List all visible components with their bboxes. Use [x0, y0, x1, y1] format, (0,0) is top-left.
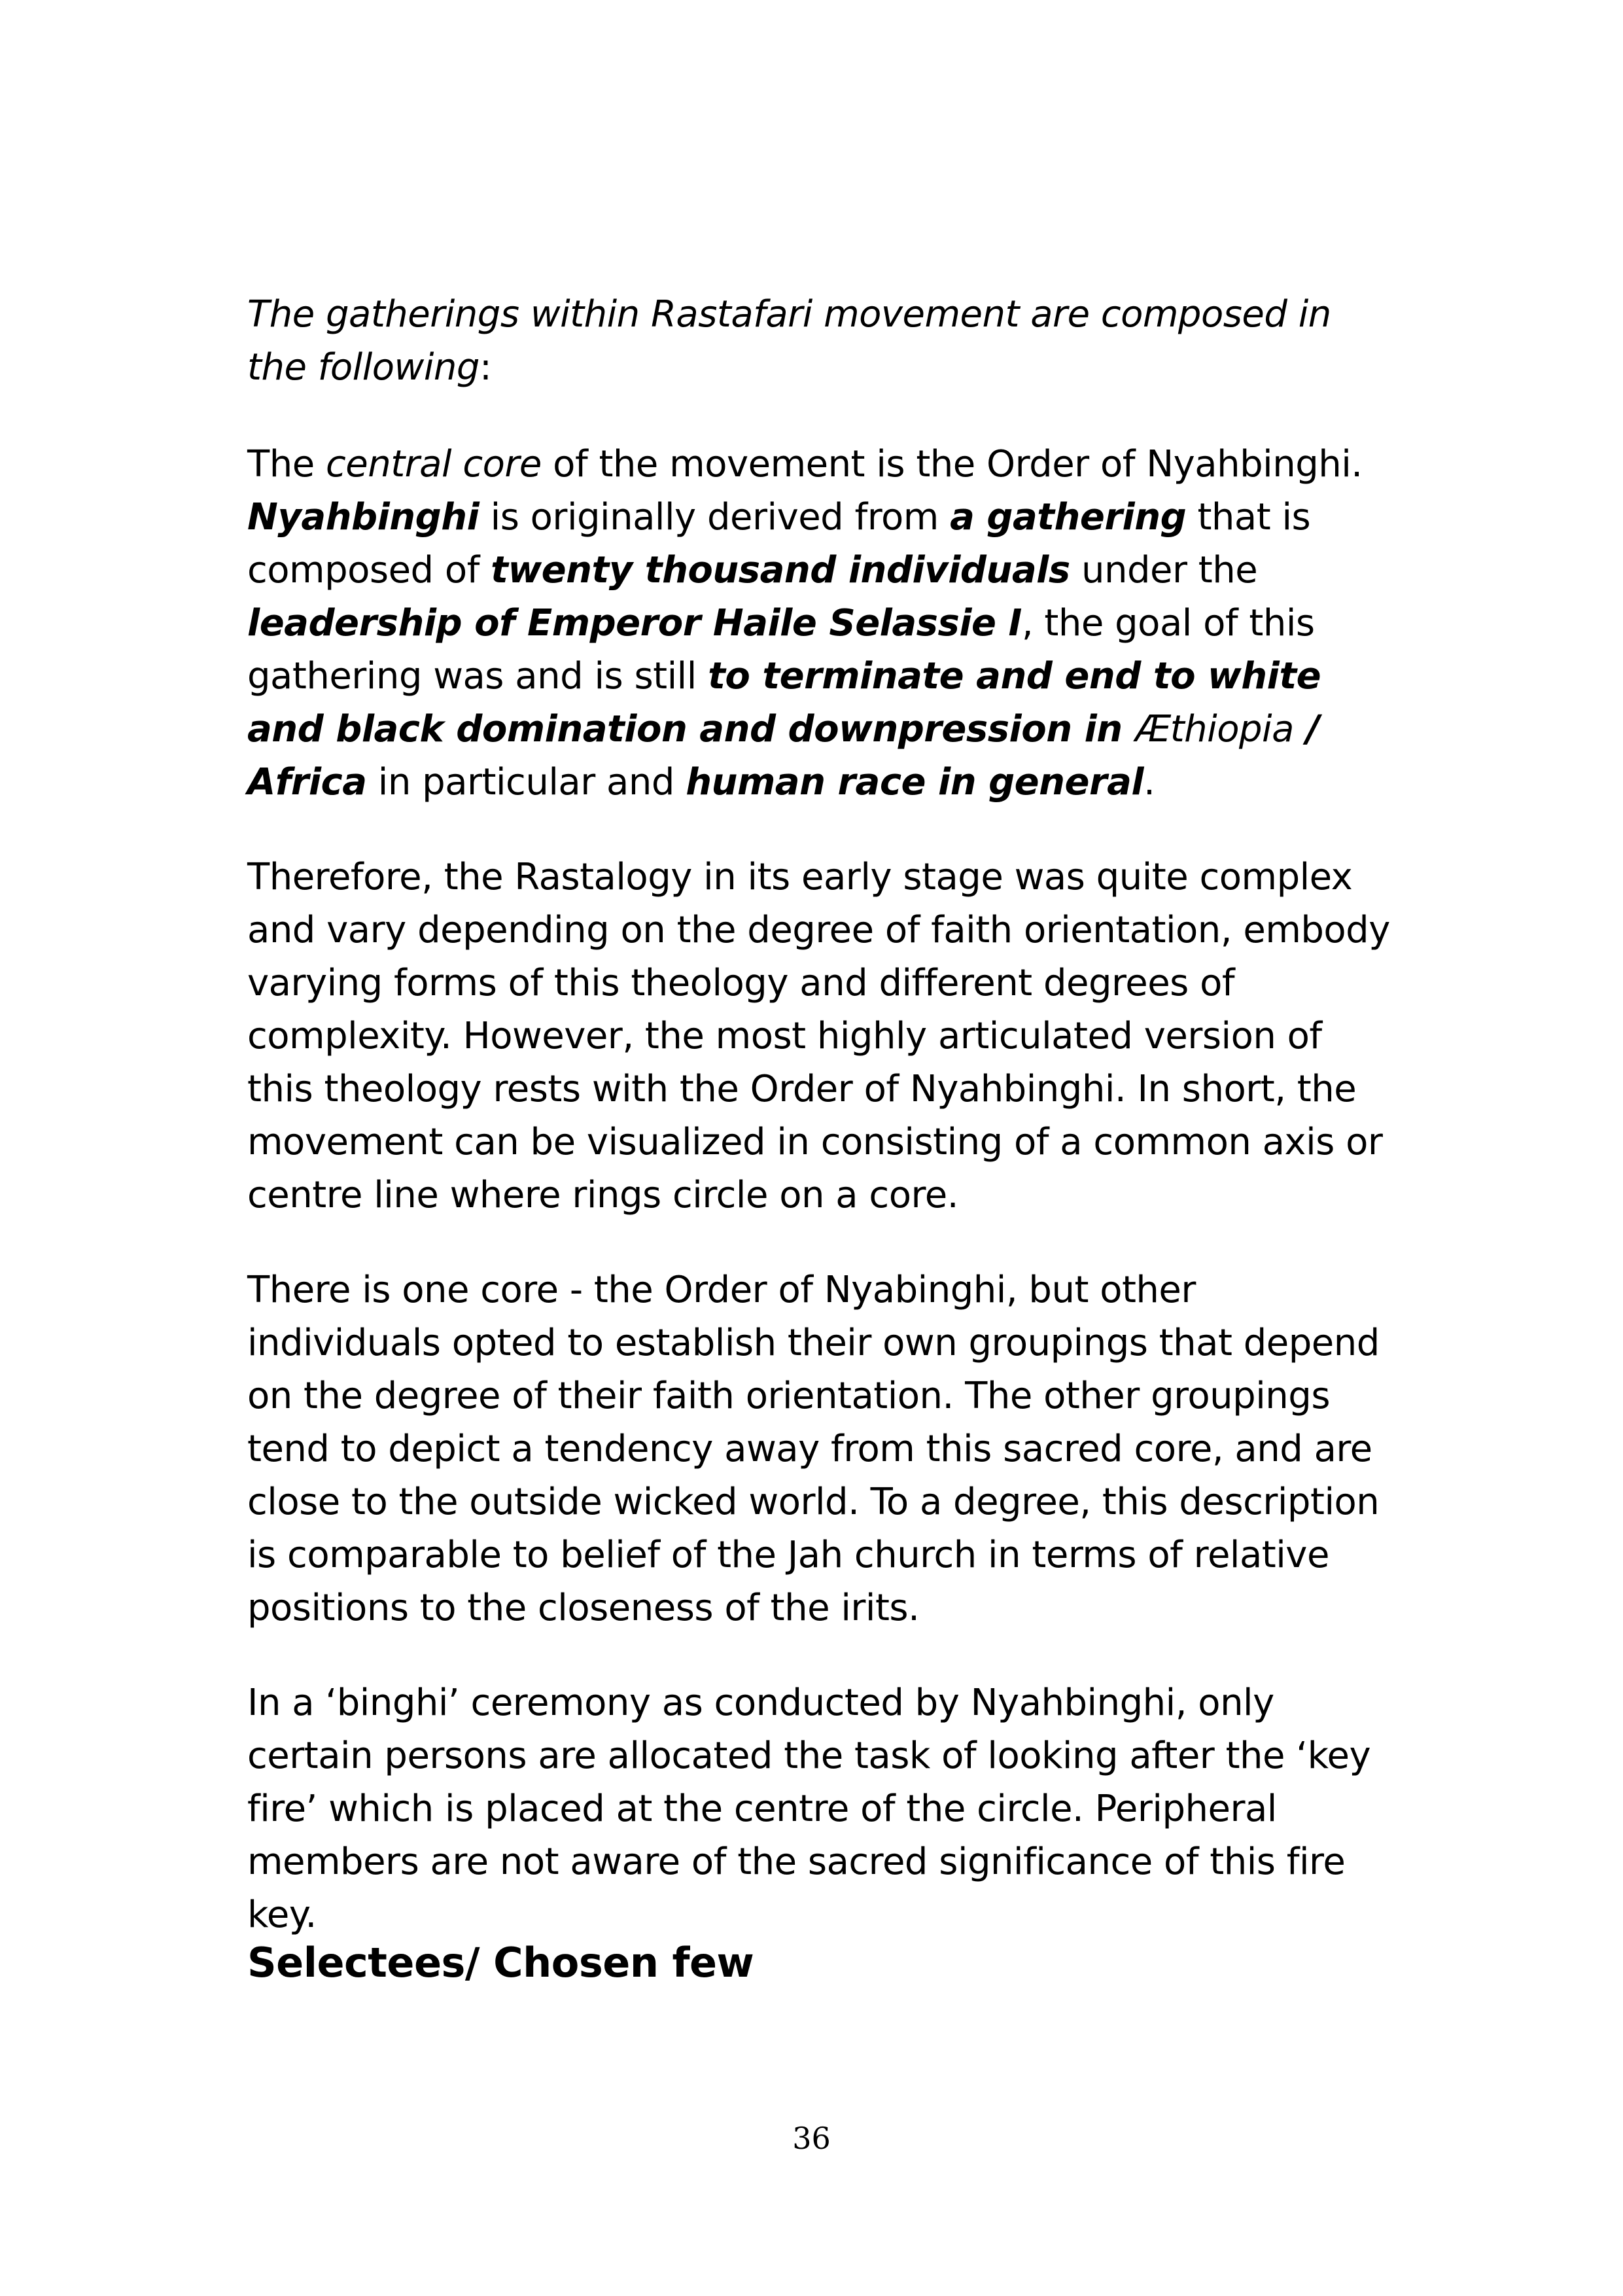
italic-span: central core [325, 443, 542, 486]
binghi-ceremony-text: In a ‘binghi’ ceremony as conducted by Nyahbinghi, only certain persons are allocated the task of looking after the ‘key fire’ which is placed at the centre of the circle. Peripheral members are not aware of the sacred significance of this fire key. [247, 1682, 1371, 1936]
text-span: . [1143, 761, 1155, 804]
rastalogy-paragraph [247, 851, 1399, 1222]
text-span: that is composed of [247, 496, 1311, 592]
text-span: of the movement is the Order of Nyahbinghi. [541, 443, 1363, 486]
intro-colon: : [479, 346, 492, 389]
one-core-text: There is one core - the Order of Nyabinghi, but other individuals opted to establish their own groupings that depend on the degree of their faith orientation. The other groupings tend to depict a tendency away from this sacred core, and are close to the outside wicked world. To a degree, this description is comparable to belief of the Jah church in terms of relative positions to the closeness of the irits. [247, 1269, 1380, 1629]
central-core-paragraph [247, 438, 1399, 809]
italic-span: Æthiopia [1134, 708, 1294, 751]
section-heading: Selectees/ Chosen few [247, 1939, 754, 1987]
text-span: under the [1070, 549, 1258, 592]
emphasis-span: / Africa [247, 708, 1319, 804]
text-span: in particular and [366, 761, 686, 804]
intro-text: The gatherings within Rastafari movement are composed in the following [247, 293, 1331, 389]
rastalogy-text: Therefore, the Rastalogy in its early stage was quite complex and vary depending on the degree of faith orientation, embody varying forms of this theology and different degrees of complexity. However, the most highly articulated version of this theology rests with the Order of Nyahbinghi. In short, the movement can be visualized in consisting of a common axis or centre line where rings circle on a core. [247, 856, 1390, 1216]
one-core-paragraph [247, 1263, 1399, 1634]
text-span: , the goal of this gathering was and is still [247, 602, 1315, 698]
text-span: is originally derived from [479, 496, 951, 539]
emphasis-span: a gathering [950, 496, 1187, 539]
emphasis-span: to terminate and end to white and black domination and downpression in [247, 655, 1321, 751]
text-span: The [247, 443, 326, 486]
emphasis-span: leadership of Emperor Haile Selassie I [247, 602, 1022, 645]
emphasis-span: Nyahbinghi [247, 496, 480, 539]
intro-paragraph [247, 288, 1399, 394]
binghi-ceremony-paragraph [247, 1676, 1399, 1941]
emphasis-span: twenty thousand individuals [491, 549, 1070, 592]
emphasis-span: human race in general [686, 761, 1144, 804]
page-number: 36 [792, 2121, 831, 2156]
